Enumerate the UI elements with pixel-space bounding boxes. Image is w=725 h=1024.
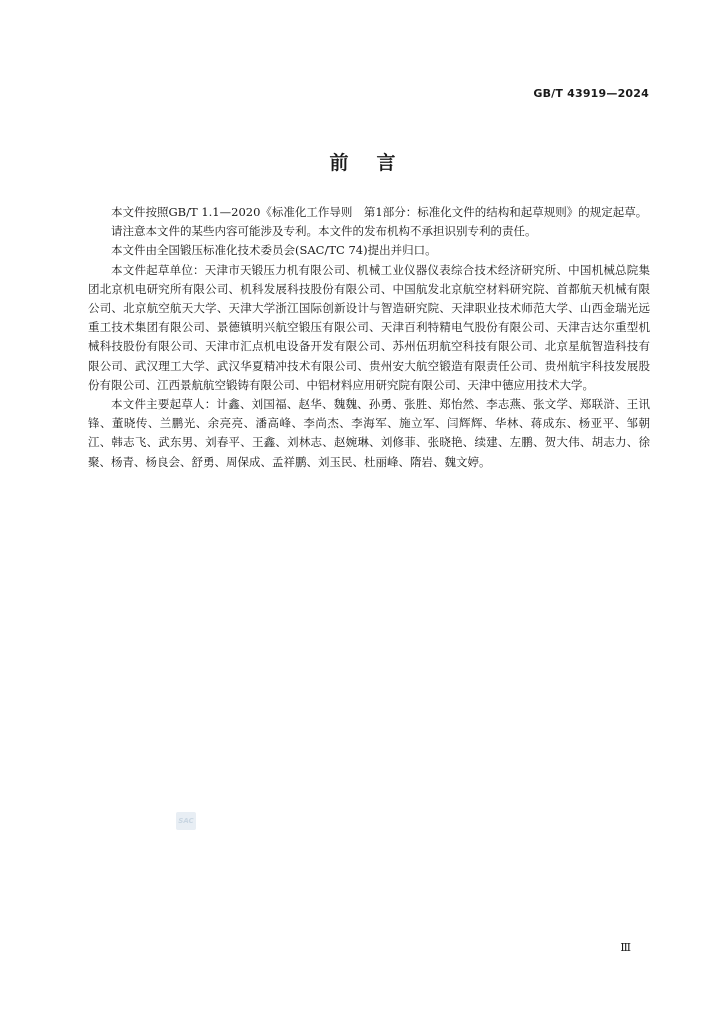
foreword-body — [88, 203, 650, 472]
page-title: 前言 — [329, 152, 424, 174]
paragraph-drafters: 本文件主要起草人：计鑫、刘国福、赵华、魏魏、孙勇、张胜、郑怡然、李志燕、张文学、郑联浒、王讯锋、董晓传、兰鹏光、余亮亮、潘高峰、李尚杰、李海军、施立军、闫辉辉、华林、蒋成东、杨亚平、邹朝江、韩志飞、武东男、刘春平、王鑫、刘林志、赵婉琳、刘修菲、张晓艳、续建、左鹏、贺大伟、胡志力、徐聚、杨青、杨良会、舒勇、周保成、孟祥鹏、刘玉民、杜丽峰、隋岩、魏文婷。 — [88, 397, 650, 469]
standard-number: GB/T 43919—2024 — [533, 87, 649, 100]
sac-watermark-logo: SAC — [176, 812, 196, 830]
paragraph-proposer: 本文件由全国锻压标准化技术委员会(SAC/TC 74)提出并归口。 — [111, 243, 437, 258]
paragraph-patent-notice: 请注意本文件的某些内容可能涉及专利。本文件的发布机构不承担识别专利的责任。 — [111, 224, 537, 239]
paragraph-drafting-units: 本文件起草单位：天津市天锻压力机有限公司、机械工业仪器仪表综合技术经济研究所、中国机械总院集团北京机电研究所有限公司、机科发展科技股份有限公司、中国航发北京航空材料研究院、首都航天机械有限公司、北京航空航天大学、天津大学浙江国际创新设计与智造研究院、天津职业技术师范大学、山西金瑞光远重工技术集团有限公司、景德镇明兴航空锻压有限公司、天津百利特精电气股份有限公司、天津吉达尔重型机械科技股份有限公司、天津市汇点机电设备开发有限公司、苏州伍玥航空科技有限公司、北京星航智造科技有限公司、武汉理工大学、武汉华夏精冲技术有限公司、贵州安大航空锻造有限责任公司、贵州航宇科技发展股份有限公司、江西景航航空锻铸有限公司、中铝材料应用研究院有限公司、天津中德应用技术大学。 — [88, 262, 650, 392]
page-number: Ⅲ — [620, 941, 631, 954]
paragraph-drafting-rules: 本文件按照GB/T 1.1—2020《标准化工作导则 第1部分：标准化文件的结构和起草规则》的规定起草。 — [111, 205, 648, 219]
